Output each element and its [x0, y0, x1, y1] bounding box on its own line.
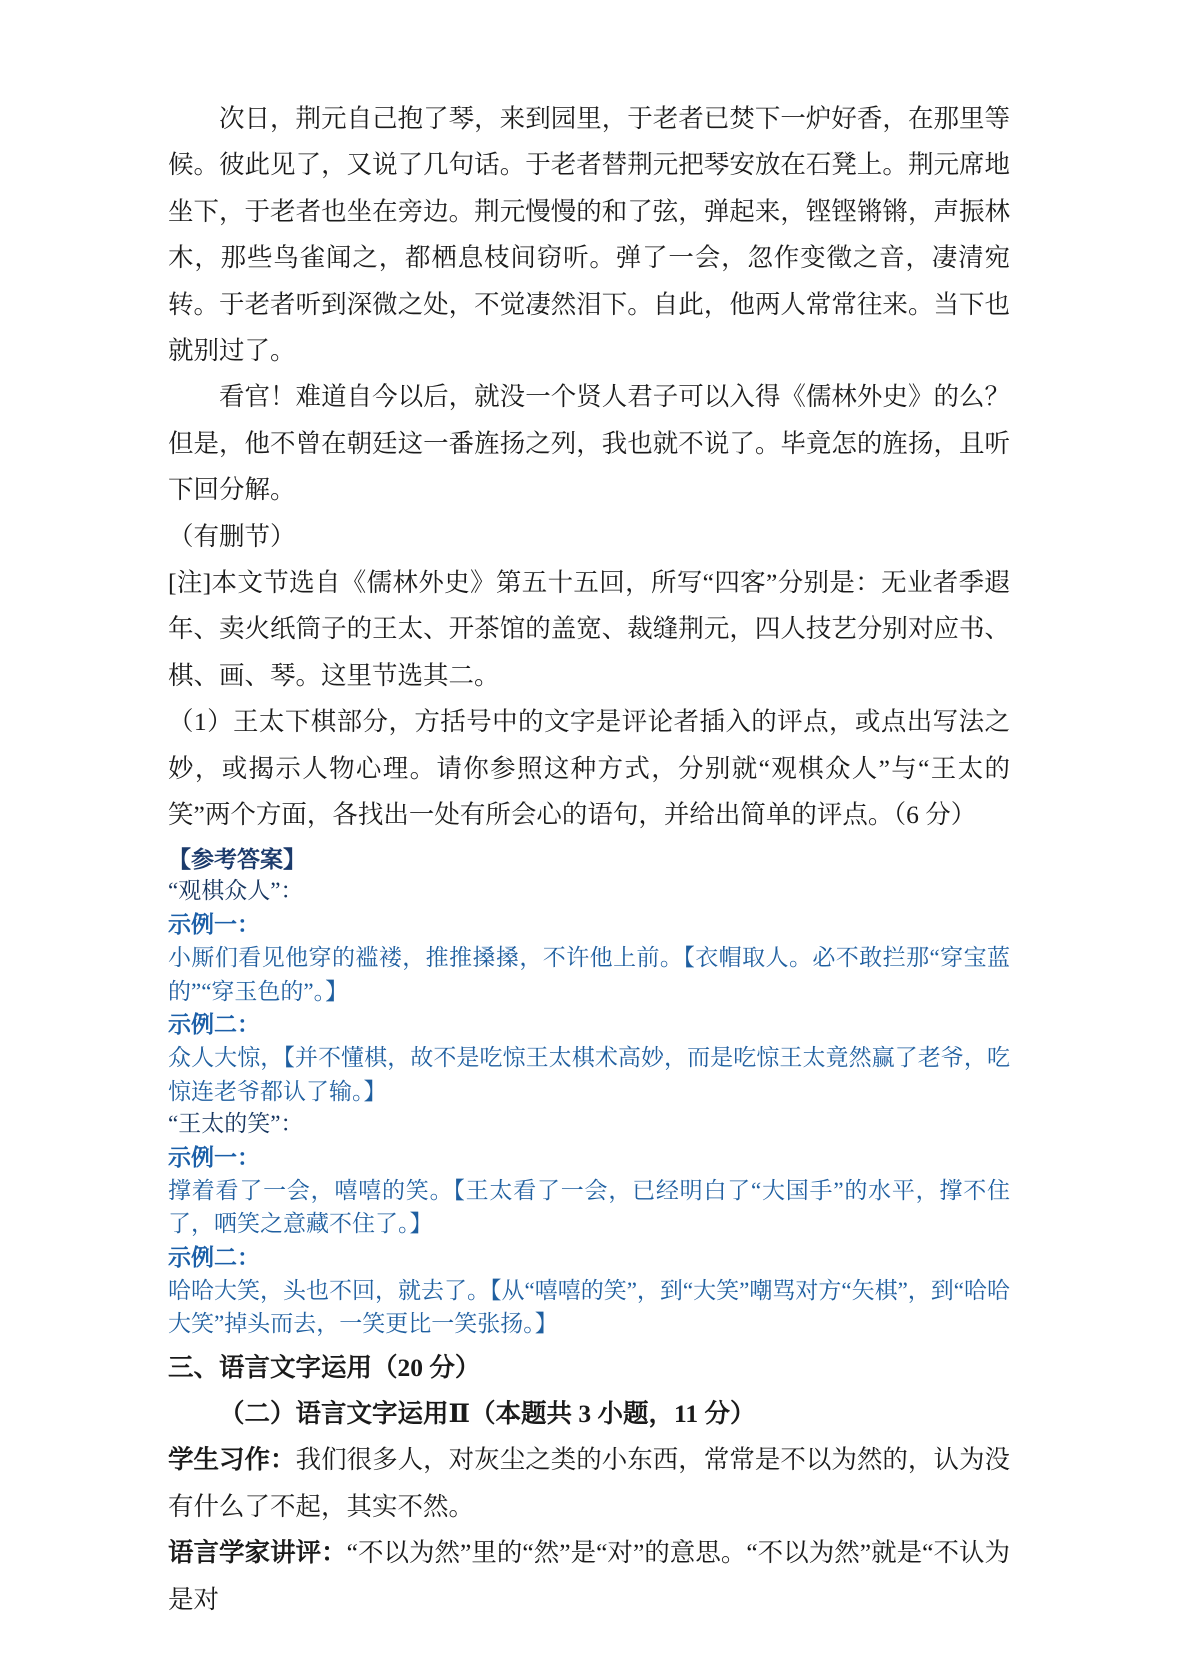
student-writing-label: 学生习作： — [168, 1445, 296, 1475]
passage-edit-note: （有删节） — [168, 521, 296, 551]
answer-group-1-title: “观棋众人”： — [168, 878, 304, 904]
section-heading: 三、语言文字运用（20 分） — [168, 1352, 481, 1382]
passage-paragraph-1: 次日，荆元自己抱了琴，来到园里，于老者已焚下一炉好香，在那里等候。彼此见了，又说了几句话。于老者替荆元把琴安放在石凳上。荆元席地坐下，于老者也坐在旁边。荆元慢慢的和了弦，弹起来，铿铿锵锵，声振林木，那些鸟雀闻之，都栖息枝间窃听。弹了一会，忽作变徵之音，凄清宛转。于老者听到深微之处，不觉凄然泪下。自此，他两人常常往来。当下也就别过了。 — [168, 104, 1010, 366]
student-writing-text: 我们很多人，对灰尘之类的小东西，常常是不以为然的，认为没有什么了不起，其实不然。 — [168, 1445, 1010, 1521]
answer-group-2-item-2-text: 哈哈大笑，头也不回，就去了。【从“嘻嘻的笑”，到“大笑”嘲骂对方“矢棋”，到“哈哈大笑”掉头而去，一笑更比一笑张扬。】 — [168, 1277, 1010, 1337]
answer-group-2-item-2-label: 示例二： — [168, 1243, 260, 1270]
answer-group-1-item-2-text: 众人大惊，【并不懂棋，故不是吃惊王太棋术高妙，而是吃惊王太竟然赢了老爷，吃惊连老爷都认了输。】 — [168, 1045, 1010, 1104]
answer-header: 【参考答案】 — [168, 845, 306, 872]
passage-footnote: [注]本文节选自《儒林外史》第五十五回，所写“四客”分别是：无业者季遐年、卖火纸筒子的王太、开茶馆的盖宽、裁缝荆元，四人技艺分别对应书、棋、画、琴。这里节选其二。 — [168, 568, 1010, 690]
answer-group-1-item-1-text: 小厮们看见他穿的褴褛，推推搡搡，不许他上前。【衣帽取人。必不敢拦那“穿宝蓝的”“穿玉色的”。】 — [168, 945, 1010, 1004]
answer-group-1-item-1-label: 示例一： — [168, 910, 260, 937]
answer-group-1-item-2-label: 示例二： — [168, 1010, 260, 1037]
answer-group-2-item-1-text: 撑着看了一会，嘻嘻的笑。【王太看了一会，已经明白了“大国手”的水平，撑不住了，哂笑之意藏不住了。】 — [168, 1177, 1010, 1237]
answer-group-2-item-1-label: 示例一： — [168, 1143, 260, 1170]
question-1: （1）王太下棋部分，方括号中的文字是评论者插入的评点，或点出写法之妙，或揭示人物心理。请你参照这种方式，分别就“观棋众人”与“王太的笑”两个方面，各找出一处有所会心的语句，并给出简单的评点。（6 分） — [168, 707, 1010, 830]
answer-block — [168, 843, 1010, 1341]
passage-paragraph-2: 看官！难道自今以后，就没一个贤人君子可以入得《儒林外史》的么？但是，他不曾在朝廷这一番旌扬之列，我也就不说了。毕竟怎的旌扬，且听下回分解。 — [168, 382, 1010, 505]
expert-comment-text: “不以为然”里的“然”是“对”的意思。“不以为然”就是“不认为是对 — [168, 1538, 1010, 1614]
answer-group-2-title: “王太的笑”： — [168, 1110, 304, 1136]
expert-comment-paragraph — [168, 1530, 1010, 1623]
expert-comment-label: 语言学家讲评： — [168, 1538, 347, 1568]
section-subheading: （二）语言文字运用Ⅱ（本题共 3 小题，11 分） — [219, 1399, 756, 1428]
student-writing-paragraph — [168, 1437, 1010, 1530]
